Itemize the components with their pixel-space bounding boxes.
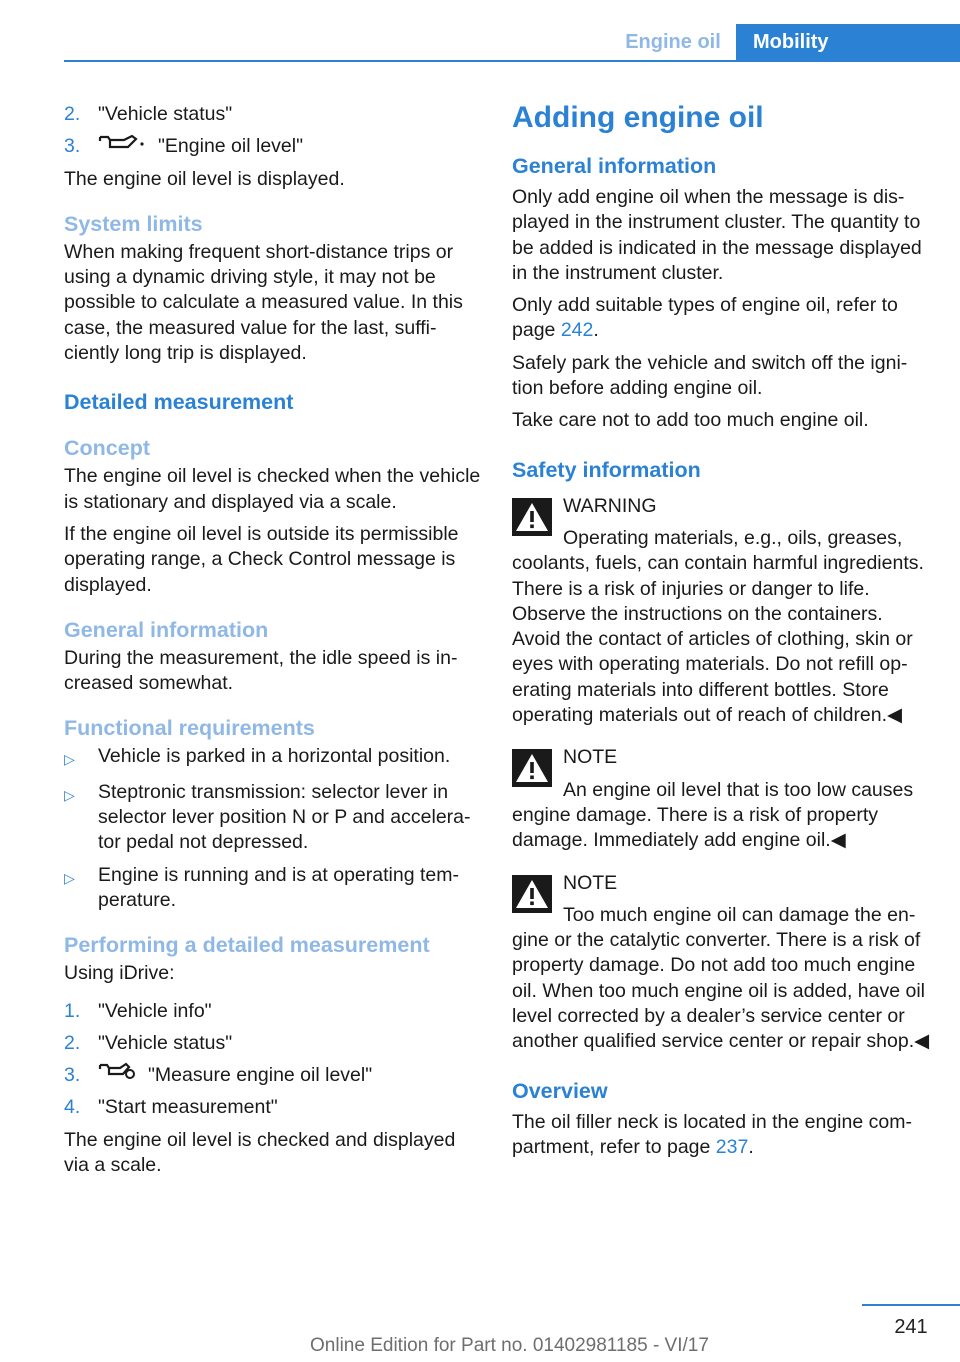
note-block bbox=[512, 745, 932, 853]
list-item bbox=[64, 1063, 482, 1088]
paragraph: If the engine oil level is outside its permissible operating range, a Check Control message is displayed. bbox=[64, 522, 459, 596]
warning-block bbox=[512, 494, 932, 729]
paragraph-text: Only add suitable types of engine oil, refer to page bbox=[512, 294, 898, 342]
note-title: NOTE bbox=[563, 871, 618, 894]
heading-general-information: General information bbox=[64, 617, 269, 642]
step-text: "Engine oil level" bbox=[158, 135, 304, 158]
header-chapter-tab: Mobility bbox=[736, 24, 960, 61]
warning-triangle-icon bbox=[512, 498, 552, 536]
header-section-tab: Engine oil bbox=[625, 31, 721, 53]
page-reference-link[interactable]: 237 bbox=[715, 1135, 749, 1158]
step-text: "Start measurement" bbox=[98, 1096, 278, 1119]
list-item bbox=[64, 1031, 482, 1056]
note-block bbox=[512, 871, 932, 1055]
paragraph: Take care not to add too much engine oil. bbox=[512, 409, 869, 432]
right-column bbox=[512, 100, 932, 1167]
paragraph bbox=[512, 293, 932, 344]
paragraph: When making frequent short-distance trips or using a dynamic driving style, it may not be possible to calculate a measured value. In this case, the measured value for the last, sufficiently long trip is displayed. bbox=[64, 240, 463, 365]
list-item-text: Vehicle is parked in a horizontal position. bbox=[98, 745, 451, 768]
step-text: "Vehicle info" bbox=[98, 999, 212, 1022]
heading-safety-information: Safety information bbox=[512, 457, 701, 482]
paragraph: The engine oil level is checked when the vehicle is stationary and displayed via a scale. bbox=[64, 465, 481, 513]
list-item bbox=[64, 999, 482, 1024]
oil-can-icon bbox=[98, 131, 146, 158]
heading-general-information: General information bbox=[512, 154, 717, 178]
list-item bbox=[64, 780, 482, 856]
note-title: NOTE bbox=[563, 746, 618, 769]
triangle-bullet-icon: ▷ bbox=[64, 869, 75, 886]
paragraph: Safely park the vehicle and switch off the ignition before adding engine oil. bbox=[512, 351, 908, 400]
warning-text: Operating materials, e.g., oils, greases, coolants, fuels, can contain harmful ingredients. There is a risk of injuries or danger to life. Observe the instructions on the containers. Avoid the contact of articles of clothing, skin or eyes with operating materials. Do not refill operating materials into different bottles. Store operating materials out of reach of children.◀ bbox=[512, 526, 924, 727]
step-number: 3. bbox=[64, 135, 81, 158]
list-item bbox=[64, 102, 482, 127]
list-item bbox=[64, 863, 482, 914]
triangle-bullet-icon: ▷ bbox=[64, 751, 75, 768]
paragraph: The engine oil level is displayed. bbox=[64, 167, 345, 190]
requirements-list bbox=[64, 744, 482, 913]
left-column bbox=[64, 102, 482, 1185]
measurement-steps-list bbox=[64, 999, 482, 1121]
step-number: 1. bbox=[64, 999, 81, 1022]
paragraph: Only add engine oil when the message is displayed in the instrument cluster. The quantity to be added is indicated in the message displayed in the instrument cluster. bbox=[512, 186, 922, 284]
step-number: 3. bbox=[64, 1064, 81, 1087]
heading-functional-requirements: Functional requirements bbox=[64, 716, 315, 741]
paragraph-text: . bbox=[748, 1135, 754, 1158]
heading-performing-measurement: Performing a detailed measurement bbox=[64, 933, 430, 958]
paragraph: During the measurement, the idle speed is increased somewhat. bbox=[64, 646, 458, 695]
list-item-text: Engine is running and is at operating temperature. bbox=[98, 863, 459, 911]
page-reference-link[interactable]: 242 bbox=[560, 319, 594, 342]
heading-system-limits: System limits bbox=[64, 211, 203, 236]
heading-concept: Concept bbox=[64, 436, 150, 461]
step-text: "Measure engine oil level" bbox=[148, 1064, 373, 1087]
step-number: 4. bbox=[64, 1096, 81, 1119]
heading-overview: Overview bbox=[512, 1078, 608, 1103]
step-text: "Vehicle status" bbox=[98, 1031, 233, 1054]
footer-rule bbox=[862, 1304, 960, 1306]
paragraph-text: The oil filler neck is located in the engine compartment, refer to page bbox=[512, 1110, 912, 1158]
paragraph: The engine oil level is checked and displayed via a scale. bbox=[64, 1128, 456, 1177]
paragraph-text: . bbox=[593, 319, 599, 342]
heading-detailed-measurement: Detailed measurement bbox=[64, 390, 294, 415]
warning-title: WARNING bbox=[563, 494, 657, 517]
list-item bbox=[64, 134, 482, 159]
list-item bbox=[64, 1095, 482, 1120]
paragraph: Using iDrive: bbox=[64, 962, 175, 985]
warning-triangle-icon bbox=[512, 749, 552, 787]
paragraph bbox=[512, 1110, 932, 1161]
step-number: 2. bbox=[64, 1031, 81, 1054]
list-item-text: Steptronic transmission: selector lever in selector lever position N or P and accelerator pedal not depressed. bbox=[98, 780, 471, 854]
edition-line: Online Edition for Part no. 01402981185 - VI/17 bbox=[310, 1335, 709, 1356]
triangle-bullet-icon: ▷ bbox=[64, 786, 75, 803]
header-rule bbox=[64, 60, 960, 62]
step-text: "Vehicle status" bbox=[98, 103, 233, 125]
step-number: 2. bbox=[64, 103, 81, 125]
page-title: Adding engine oil bbox=[512, 101, 764, 134]
note-text: An engine oil level that is too low causes engine damage. There is a risk of property damage. Immediately add engine oil.◀ bbox=[512, 778, 914, 852]
note-text: Too much engine oil can damage the engine or the catalytic converter. There is a risk of property damage. Do not add too much engine oil. When too much engine oil is added, have oil level corrected by a dealer’s service center or another qualified service center or repair shop.◀ bbox=[512, 903, 930, 1053]
list-item bbox=[64, 744, 482, 772]
top-steps-list bbox=[64, 102, 482, 160]
warning-triangle-icon bbox=[512, 875, 552, 913]
page-number: 241 bbox=[894, 1316, 928, 1338]
oil-can-icon bbox=[98, 1060, 136, 1087]
